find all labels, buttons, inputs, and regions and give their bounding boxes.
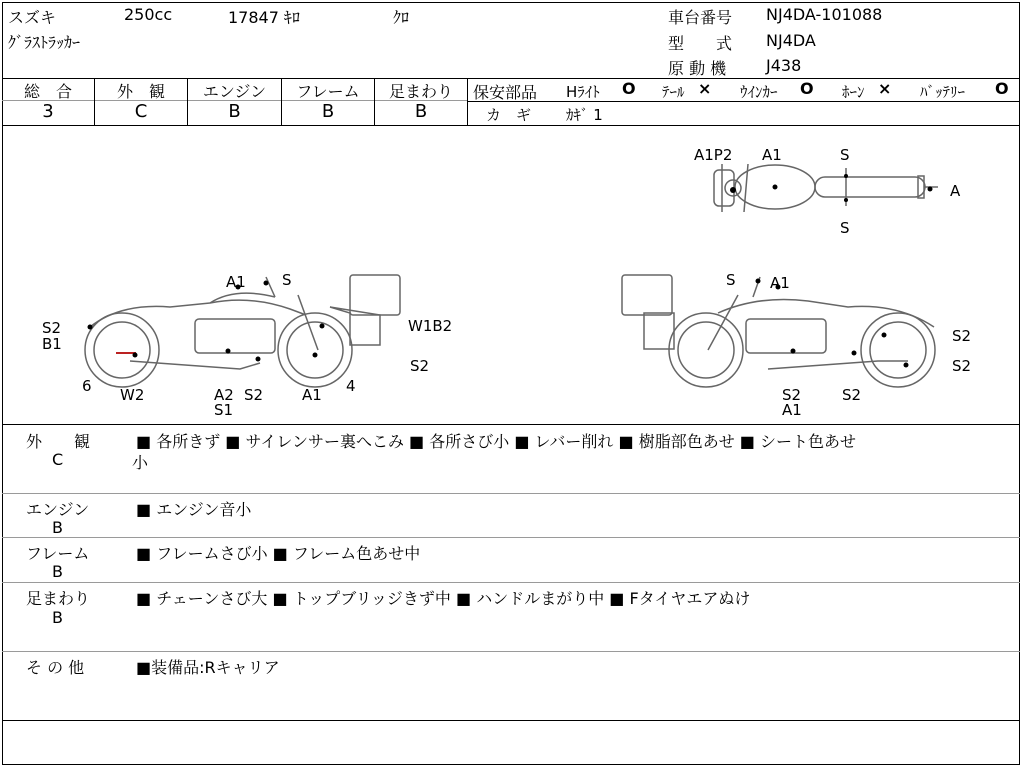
- label-right-S: S: [726, 271, 736, 289]
- label-right-S2d: S2: [842, 386, 862, 404]
- label-left-W1B2: W1B2: [408, 317, 453, 335]
- section-divider: [2, 582, 1020, 583]
- frame-no-label: 車台番号: [668, 8, 733, 27]
- suspension-grade-label: 足まわり: [388, 82, 453, 101]
- battery-label: ﾊﾞｯﾃﾘｰ: [920, 83, 966, 101]
- label-left-B1: B1: [42, 335, 62, 353]
- color: ｸﾛ: [393, 8, 410, 27]
- section-line: ■ チェーンさび大 ■ トップブリッジきず中 ■ ハンドルまがり中 ■ Fタイヤエアぬけ: [136, 589, 751, 608]
- section-title: 足まわり: [26, 589, 91, 608]
- section-title: フレーム: [26, 544, 90, 563]
- section-grade: C: [52, 450, 64, 469]
- section-line: ■ 各所きず ■ サイレンサー裏へこみ ■ 各所さび小 ■ レバー削れ ■ 樹脂部色あせ ■ シート色あせ: [136, 432, 857, 451]
- horn-label: ﾎｰﾝ: [842, 83, 865, 101]
- section-line: ■ フレームさび小 ■ フレーム色あせ中: [136, 544, 421, 563]
- section-grade: B: [52, 608, 63, 627]
- label-right-S2a: S2: [952, 327, 972, 345]
- footer-line: [2, 720, 1020, 721]
- label-top-A1: A1: [762, 146, 782, 164]
- label-right-A1: A1: [770, 274, 790, 292]
- frame-grade: B: [321, 101, 335, 122]
- label-left-S2: S2: [42, 319, 62, 337]
- label-left-S2b: S2: [244, 386, 264, 404]
- label-left-6: 6: [82, 377, 92, 395]
- overall-grade: 3: [42, 101, 54, 122]
- label-right-A1b: A1: [782, 401, 802, 419]
- bike-top-view: [700, 160, 960, 220]
- safety-label: 保安部品: [473, 83, 538, 102]
- label-left-4: 4: [346, 377, 356, 395]
- frame-grade-label: フレーム: [296, 82, 360, 101]
- section-grade: B: [52, 562, 63, 581]
- section-divider: [2, 493, 1020, 494]
- label-left-S1: S1: [214, 401, 234, 419]
- label-top-S2: S: [840, 219, 850, 237]
- label-left-W2: W2: [120, 386, 145, 404]
- engine-grade-label: エンジン: [202, 82, 267, 101]
- frame-no: NJ4DA-101088: [766, 5, 883, 24]
- section-title: そ の 他: [26, 658, 85, 677]
- section-title: 外 観: [26, 432, 91, 451]
- taillight-mark: ×: [698, 79, 712, 98]
- headlight-label: Hﾗｲﾄ: [566, 83, 600, 101]
- suspension-grade: B: [414, 101, 428, 122]
- label-left-S: S: [282, 271, 292, 289]
- grades-bottom-border: [2, 125, 1020, 126]
- label-top-S1: S: [840, 146, 850, 164]
- engine-grade: B: [228, 101, 241, 122]
- key-label: カ ギ: [486, 106, 532, 124]
- overall-label: 総 合: [23, 82, 72, 101]
- taillight-label: ﾃｰﾙ: [662, 83, 685, 101]
- horn-mark: ×: [878, 79, 892, 98]
- label-left-A2: A2: [214, 386, 234, 404]
- engine-label: 原 動 機: [668, 59, 727, 78]
- section-title: エンジン: [26, 500, 90, 519]
- section-grade: B: [52, 518, 63, 537]
- battery-mark: O: [995, 79, 1009, 98]
- winker-mark: O: [800, 79, 814, 98]
- displacement: 250cc: [124, 5, 173, 24]
- maker: スズキ: [8, 8, 57, 27]
- engine-value: J438: [766, 56, 802, 75]
- label-right-S2c: S2: [782, 386, 802, 404]
- headlight-mark: O: [622, 79, 636, 98]
- label-right-S2b: S2: [952, 357, 972, 375]
- grade-divider: [467, 78, 468, 125]
- type-label: 型 式: [668, 34, 733, 53]
- label-left-S2c: S2: [410, 357, 430, 375]
- exterior-label: 外 観: [116, 82, 165, 101]
- label-left-A1: A1: [226, 273, 246, 291]
- type-value: NJ4DA: [766, 31, 816, 50]
- key-value: ｶｷﾞ 1: [566, 106, 603, 124]
- section-divider: [2, 537, 1020, 538]
- bike-right-side-view: [618, 265, 978, 395]
- section-divider: [2, 651, 1020, 652]
- diagram-bottom-border: [2, 424, 1020, 425]
- section-line: ■ エンジン音小: [136, 500, 252, 519]
- model-name: ｸﾞﾗｽﾄﾗｯｶｰ: [8, 33, 81, 52]
- section-line: ■装備品:Rキャリア: [136, 658, 280, 677]
- exterior-grade: C: [134, 101, 148, 122]
- winker-label: ｳｲﾝｶｰ: [740, 83, 778, 101]
- mileage: 17847 ｷﾛ: [228, 8, 300, 27]
- section-line: 小: [132, 453, 149, 472]
- label-left-A1b: A1: [302, 386, 322, 404]
- label-top-A: A: [950, 182, 961, 200]
- label-top-A1P2: A1P2: [694, 146, 733, 164]
